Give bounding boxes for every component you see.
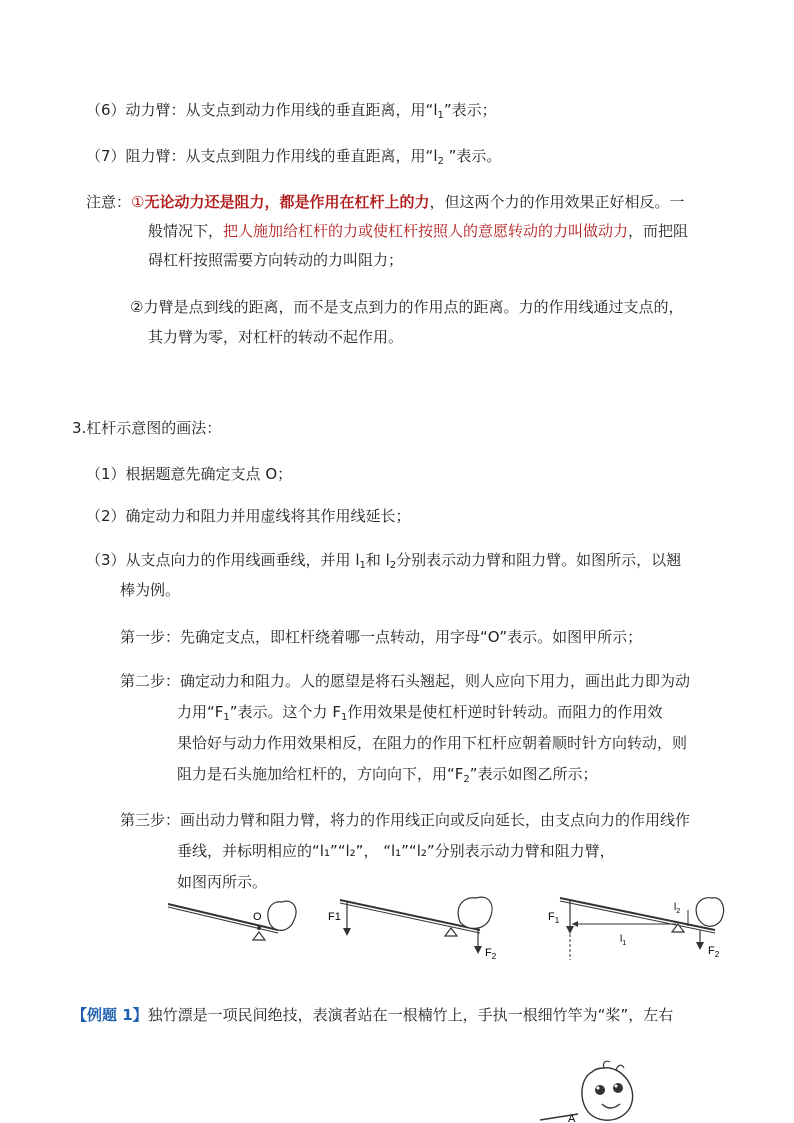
step-two-line-1: 第二步：确定动力和阻力。人的愿望是将石头翘起，则人应向下用力，画出此力即为动 bbox=[120, 672, 691, 690]
f2-label-b-main: F bbox=[485, 947, 492, 959]
f1-label-b: F1 bbox=[328, 911, 341, 923]
f2-label-b bbox=[485, 947, 497, 961]
f1-label-c-main: F bbox=[548, 911, 555, 923]
example-text: 独竹漂是一项民间绝技，表演者站在一根楠竹上，手执一根细竹竿为“桨”，左右 bbox=[147, 1006, 674, 1024]
step-item-3 bbox=[86, 550, 681, 576]
fulcrum-icon-c bbox=[672, 924, 684, 932]
rock-icon-a bbox=[268, 901, 296, 930]
step-one: 第一步：先确定支点，即杠杆绕着哪一点转动，用字母“O”表示。如图甲所示； bbox=[120, 628, 643, 646]
def6-suffix: ”表示； bbox=[443, 101, 497, 119]
example-tag: 【例题 1】 bbox=[72, 1006, 148, 1024]
f1-arrowhead-c bbox=[566, 926, 574, 934]
section-title: 3.杠杆示意图的画法： bbox=[72, 419, 222, 437]
step2-l2c: 作用效果是使杠杆逆时针转动。而阻力的作用效 bbox=[347, 703, 663, 721]
rock-icon-b bbox=[458, 897, 492, 928]
s3-c: 分别表示动力臂和阻力臂。如图所示，以翘 bbox=[396, 551, 682, 569]
step-three-line-1: 第三步：画出动力臂和阻力臂，将力的作用线正向或反向延长，由支点向力的作用线作 bbox=[120, 811, 691, 829]
f2-label-b-sub: 2 bbox=[491, 952, 497, 961]
cartoon-eye-right bbox=[613, 1083, 623, 1093]
pivot-point-a bbox=[257, 926, 261, 930]
lever-figures bbox=[160, 890, 730, 970]
cartoon-illustration bbox=[520, 1058, 640, 1123]
cartoon-eye-left bbox=[595, 1085, 605, 1095]
s3-a: （3）从支点向力的作用线画垂线，并用 l bbox=[86, 551, 360, 569]
figure-c bbox=[548, 898, 724, 960]
step2-l2a: 力用“F bbox=[177, 703, 224, 721]
note-l2b: ，而把阻 bbox=[628, 222, 689, 240]
f2-label-c-main: F bbox=[708, 945, 715, 957]
def7-suffix: ”表示。 bbox=[443, 147, 502, 165]
step-two-line-2 bbox=[177, 702, 662, 728]
l2-label-c-sub: 2 bbox=[676, 908, 681, 915]
note-line-2 bbox=[148, 221, 688, 241]
def6-text: （6）动力臂：从支点到动力作用线的垂直距离，用“ bbox=[86, 101, 434, 119]
definition-6 bbox=[86, 100, 497, 126]
fulcrum-icon-a bbox=[253, 932, 265, 940]
note-l2a: 般情况下， bbox=[148, 222, 224, 240]
def7-text: （7）阻力臂：从支点到阻力作用线的垂直距离，用“ bbox=[86, 147, 434, 165]
step-item-3-cont: 棒为例。 bbox=[120, 581, 181, 599]
f2-label-c-sub: 2 bbox=[714, 950, 720, 959]
step-three-line-2: 垂线，并标明相应的“l₁”“l₂”， “l₁”“l₂”分别表示动力臂和阻力臂， bbox=[177, 842, 615, 860]
figure-b bbox=[328, 897, 497, 961]
s3-b: 和 l bbox=[365, 551, 390, 569]
l2-label-c-main: l bbox=[674, 902, 677, 913]
cartoon-eye-left-shine bbox=[597, 1087, 600, 1090]
cartoon-head-icon bbox=[582, 1068, 633, 1120]
note-emphasis: 无论动力还是阻力，都是作用在杠杆上的力 bbox=[144, 193, 430, 211]
s3-sub2: 2 bbox=[389, 560, 397, 571]
f1-label-c bbox=[548, 911, 560, 925]
note-line-1 bbox=[86, 192, 685, 212]
step-three-line-3: 如图丙所示。 bbox=[177, 873, 268, 891]
l1-label-c-sub: 1 bbox=[622, 940, 627, 947]
def7-sub: 2 bbox=[437, 156, 444, 167]
cartoon-eye-right-shine bbox=[615, 1085, 618, 1088]
lever-bar-c-edge bbox=[560, 901, 715, 933]
f1-arrowhead-b bbox=[343, 928, 351, 936]
lever-bar-c bbox=[560, 898, 715, 930]
step2-l2b: ”表示。这个力 F bbox=[229, 703, 341, 721]
note-rest: ，但这两个力的作用效果正好相反。一 bbox=[429, 193, 685, 211]
step2-l4b: ”表示如图乙所示； bbox=[469, 765, 598, 783]
step-two-line-4 bbox=[177, 764, 598, 790]
l1-label-c-main: l bbox=[620, 934, 623, 945]
example-line bbox=[72, 1005, 673, 1025]
step2-l4sub: 2 bbox=[463, 774, 470, 785]
l2-label-c bbox=[674, 902, 680, 915]
step-item-2: （2）确定动力和阻力并用虚线将其作用线延长； bbox=[86, 507, 411, 525]
step2-l4a: 阻力是石头施加给杠杆的，方向向下，用“F bbox=[177, 765, 464, 783]
rock-icon-c bbox=[696, 898, 723, 927]
figure-point-label-a: A bbox=[568, 1113, 576, 1123]
step-two-line-3: 果恰好与动力作用效果相反，在阻力的作用下杠杆应朝着顺时针方向转动，则 bbox=[177, 734, 688, 752]
definition-7 bbox=[86, 146, 501, 172]
note-point-2-line-2: 其力臂为零，对杠杆的转动不起作用。 bbox=[148, 328, 404, 346]
s3-sub1: 1 bbox=[359, 560, 366, 571]
note-l2-red: 把人施加给杠杆的力或使杠杆按照人的意愿转动的力叫做动力 bbox=[223, 222, 629, 240]
fulcrum-icon-b bbox=[445, 928, 457, 936]
note-label: 注意： bbox=[86, 193, 132, 211]
f2-arrowhead-c bbox=[696, 942, 704, 950]
figure-a bbox=[168, 901, 296, 940]
note-num-1: ① bbox=[131, 193, 145, 211]
step2-sub: 1 bbox=[223, 712, 230, 723]
def6-var: l bbox=[433, 101, 438, 119]
def6-sub: 1 bbox=[437, 110, 444, 121]
note-line-3: 碍杠杆按照需要方向转动的力叫阻力； bbox=[148, 251, 404, 269]
fulcrum-label-o: O bbox=[253, 911, 262, 923]
def7-var: l bbox=[433, 147, 438, 165]
l1-label-c bbox=[620, 934, 626, 947]
f2-label-c bbox=[708, 945, 720, 959]
note-point-2-line-1: ②力臂是点到线的距离，而不是支点到力的作用点的距离。力的作用线通过支点的， bbox=[130, 298, 684, 316]
f1-label-c-sub: 1 bbox=[554, 916, 560, 925]
f2-arrowhead-b bbox=[474, 946, 482, 954]
step-item-1: （1）根据题意先确定支点 O； bbox=[86, 465, 293, 483]
step2-sub2: 1 bbox=[340, 712, 348, 723]
